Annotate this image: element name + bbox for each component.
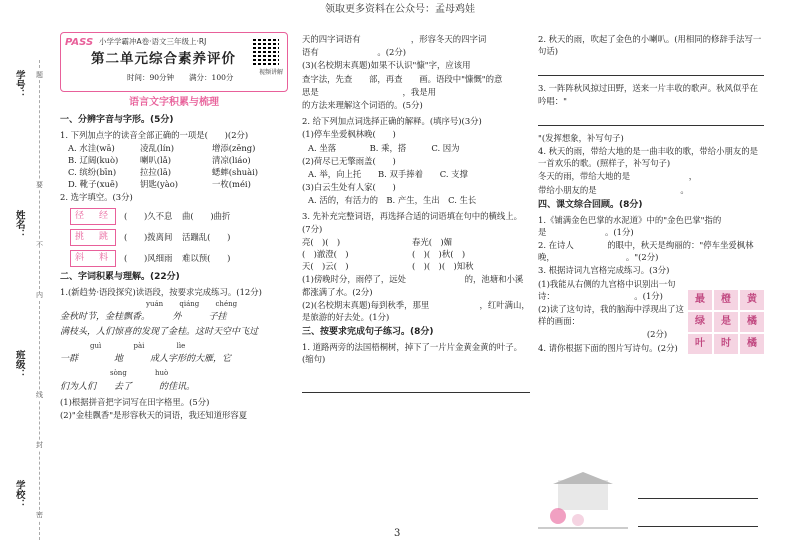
question-text: 天的四字词语有 ，形容冬天的四字词 xyxy=(302,34,487,44)
pinyin-row: yuán qiáng chéng xyxy=(146,300,238,309)
char-choice: 斜 料 xyxy=(70,250,116,267)
word-fill[interactable]: ( )澈澄( ) xyxy=(302,249,349,259)
question: 4. 请你根据下面的图片写诗句。(2分) xyxy=(538,342,678,353)
question: 1. 下列加点字的读音全部正确的一项是( )(2分) xyxy=(60,129,249,140)
char-choice: 径 经 xyxy=(70,208,116,225)
binding-char: 题 xyxy=(36,71,43,79)
label-student-id: 学号： xyxy=(13,70,25,99)
question: "(发挥想象，补写句子) xyxy=(538,132,624,143)
idiom-row xyxy=(70,250,288,267)
grid-cell: 绿 xyxy=(688,312,712,332)
passage-line: 金秋时节，金桂飘香。 外 子挂 xyxy=(60,312,227,323)
top-banner: 领取更多资料在公众号：孟母鸡娃 xyxy=(325,4,475,15)
option: A. 水洼(wā) xyxy=(68,142,115,153)
question: 2. 给下列加点词选择正确的解释。(填序号)(3分) xyxy=(302,116,482,127)
passage-line: 满枝头，人们惊喜的发现了金桂。这时天空中飞过 xyxy=(60,327,259,338)
answer-line[interactable] xyxy=(538,113,764,126)
option: 增添(zēng) xyxy=(212,142,256,153)
sub-question: (2分) xyxy=(538,329,668,340)
fill-item[interactable]: ( )久不息 xyxy=(124,211,173,222)
option: 钥匙(yào) xyxy=(140,179,179,190)
char-choice: 挑 跳 xyxy=(70,229,116,246)
option-line: A. 坐落 B. 乘，搭 C. 因为 xyxy=(308,142,460,153)
part-title: 语言文字积累与梳理 xyxy=(129,97,219,108)
sub-question: (2)荷尽已无擎雨盖( ) xyxy=(302,155,396,166)
column-1 xyxy=(60,32,288,542)
question: 1.《铺满金色巴掌的水泥道》中的"金色巴掌"指的是 。(1分) xyxy=(538,214,722,237)
column-3 xyxy=(538,32,764,542)
question-text: (3)(名校期末真题)如果不认识"慷"字，应该用 xyxy=(302,60,471,71)
header-box xyxy=(60,32,288,92)
question-text: 的方法来理解这个词语的。(5分) xyxy=(302,99,423,110)
answer-line[interactable] xyxy=(302,380,530,393)
question: 1. 道路两旁的法国梧桐树，掉下了一片片金黄金黄的叶子。(缩句) xyxy=(302,342,523,365)
fill-item[interactable]: 曲( )曲折 xyxy=(182,211,231,222)
question: (2)"金桂飘香"是形容秋天的词语，我还知道形容夏 xyxy=(60,409,248,420)
option: B. 辽阔(kuò) xyxy=(68,154,119,165)
grid-cell: 黄 xyxy=(740,290,764,310)
passage-line: 们为人们 去了 的佳讯。 xyxy=(60,381,196,392)
series-title: 小学学霸冲A卷·语文三年级上·RJ xyxy=(99,37,207,46)
question: 4. 秋天的雨，带给大地的是一曲丰收的歌，带给小朋友的是一首欢乐的歌。(照样子，补写句子) xyxy=(538,145,759,169)
option: 蟋蟀(shuài) xyxy=(212,167,259,178)
question: (1)根据拼音把字词写在田字格里。(5分) xyxy=(60,396,210,407)
poem-illustration-icon xyxy=(538,472,628,532)
idiom-row xyxy=(70,208,288,225)
binding-margin xyxy=(6,60,52,540)
page-title: 第二单元综合素养评价 xyxy=(91,51,236,67)
binding-char: 不 xyxy=(36,241,43,249)
option: 拉拉(lā) xyxy=(140,167,171,178)
section-heading: 四、课文综合回顾。(8分) xyxy=(538,199,643,210)
question: 3. 一阵阵秋风掠过田野，送来一片丰收的歌声。秋风似乎在吟唱：" xyxy=(538,83,759,106)
option: 凌乱(lín) xyxy=(140,142,175,153)
answer-line[interactable] xyxy=(638,486,758,499)
grid-cell: 最 xyxy=(688,290,712,310)
option: D. 靴子(xuē) xyxy=(68,179,119,190)
fill-item[interactable]: 难以预( ) xyxy=(182,253,231,264)
section-heading: 一、分辨字音与字形。(5分) xyxy=(60,114,174,125)
idiom-row xyxy=(70,229,288,246)
pinyin-row: guì pài lìe xyxy=(90,342,186,351)
question: 3. 先补充完整词语，再选择合适的词语填在句中的横线上。(7分) xyxy=(302,211,523,234)
poem-nine-grid xyxy=(688,290,764,354)
sub-question: (2)(名校期末真题)每到秋季，那里 ，红叶满山，是旅游的好去处。(1分) xyxy=(302,299,530,322)
option-line: A. 活的，有活力的 B. 产生，生出 C. 生长 xyxy=(308,195,477,206)
question: 2. 在诗人 的眼中，秋天是绚丽的："停车坐爱枫林晚， 。"(2分) xyxy=(538,240,754,263)
option-list xyxy=(68,142,288,191)
word-list xyxy=(302,236,530,273)
binding-char: 封 xyxy=(36,441,43,449)
binding-char: 密 xyxy=(36,511,43,519)
option: C. 缤纷(bīn) xyxy=(68,167,117,178)
label-name: 姓名： xyxy=(13,210,25,239)
brand-logo: PASS xyxy=(65,37,94,48)
word-fill[interactable]: ( )( )秋( ) xyxy=(412,249,466,259)
fill-item[interactable]: ( )拨离间 xyxy=(124,232,173,243)
fill-item[interactable]: 活蹦乱( ) xyxy=(182,232,231,243)
question: 2. 秋天的雨，吹起了金色的小喇叭。(用相同的修辞手法写一句话) xyxy=(538,34,762,57)
section-heading: 三、按要求完成句子练习。(8分) xyxy=(302,327,434,338)
binding-char: 要 xyxy=(36,181,43,189)
question: 1.(新趋势·语段探究)读语段，按要求完成练习。(12分) xyxy=(60,286,262,297)
option: 喇叭(lǎ) xyxy=(140,154,171,165)
grid-cell: 时 xyxy=(714,334,738,354)
sub-question: (1)傍晚时分，雨停了，远处 的，池塘和小溪都涨满了水。(2分) xyxy=(302,274,524,297)
option: 清凉(liáo) xyxy=(212,154,251,165)
page-number: 3 xyxy=(394,528,401,539)
option: 一枚(méi) xyxy=(212,179,251,190)
grid-cell: 橘 xyxy=(740,312,764,332)
pinyin-row: sòng huò xyxy=(110,369,169,378)
word-fill[interactable]: 春光( )媚 xyxy=(412,236,453,247)
word-fill[interactable]: 天( )云( ) xyxy=(302,261,349,272)
question: 3. 根据诗词九宫格完成练习。(3分) xyxy=(538,265,670,276)
question-text: 思是 ，我是用 xyxy=(302,86,487,97)
sub-question: (1)我能从右侧的九宫格中识别出一句诗： 。(1分) xyxy=(538,278,676,301)
label-school: 学校： xyxy=(13,480,25,509)
grid-cell: 橘 xyxy=(740,334,764,354)
word-fill[interactable]: ( )( )( )知秋 xyxy=(412,261,474,272)
answer-line[interactable] xyxy=(638,514,758,527)
question: 2. 选字填空。(3分) xyxy=(60,192,133,203)
question-text: 查字法，先查 部，再查 画。语段中"慷慨"的意 xyxy=(302,73,503,84)
grid-cell: 橙 xyxy=(714,290,738,310)
passage-line: 一群 地 成人字形的大雁，它 xyxy=(60,354,232,365)
option-line: A. 举，向上托 B. 双手捧着 C. 支撑 xyxy=(308,168,468,179)
fill-item[interactable]: ( )风细雨 xyxy=(124,253,173,264)
sub-question: (1)停车坐爱枫林晚( ) xyxy=(302,129,396,140)
sub-question: (2)读了这句诗，我的脑海中浮现出了这样的画面： xyxy=(538,304,684,327)
word-fill[interactable]: 亮( )( ) xyxy=(302,236,341,247)
binding-char: 内 xyxy=(36,291,43,299)
binding-char: 线 xyxy=(36,391,43,399)
qr-caption: 视频讲解 xyxy=(258,69,283,76)
answer-line[interactable] xyxy=(538,63,764,76)
section-heading: 二、字词积累与理解。(22分) xyxy=(60,271,180,282)
label-class: 班级： xyxy=(13,350,25,379)
sub-question: 带给小朋友的是 。 xyxy=(538,184,689,195)
sub-question: 冬天的雨，带给大地的是 ， xyxy=(538,171,698,182)
grid-cell: 叶 xyxy=(688,334,712,354)
exam-meta: 时间：90分钟 满分：100分 xyxy=(127,73,234,82)
sub-question: (3)白云生处有人家( ) xyxy=(302,182,396,193)
grid-cell: 是 xyxy=(714,312,738,332)
column-2 xyxy=(302,32,530,542)
question-text: 语有 。(2分) xyxy=(302,47,406,58)
